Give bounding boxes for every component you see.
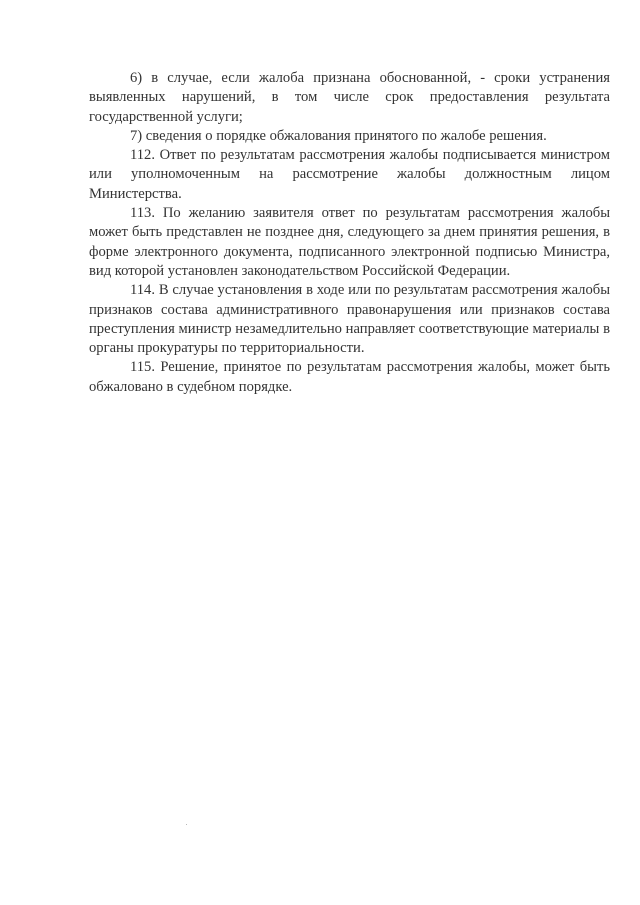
paragraph-item-7: 7) сведения о порядке обжалования принятого по жалобе решения. — [130, 127, 547, 144]
paragraph-115: 115. Решение, принятое по результатам рассмотрения жалобы, может быть обжаловано в судебном порядке. — [89, 359, 610, 395]
document-body — [89, 69, 610, 397]
scan-speck — [186, 824, 187, 825]
paragraph-113: 113. По желанию заявителя ответ по результатам рассмотрения жалобы может быть представлен не позднее дня, следующего за днем принятия решения, в форме электронного документа, подписанного электронной подписью Министра, вид которой установлен законодательством Российской Федерации. — [89, 205, 610, 279]
paragraph-112: 112. Ответ по результатам рассмотрения жалобы подписывается министром или уполномоченным на рассмотрение жалобы должностным лицом Министерства. — [89, 147, 610, 202]
paragraph-114: 114. В случае установления в ходе или по результатам рассмотрения жалобы признаков состава административного правонарушения или признаков состава преступления министр незамедлительно направляет соответствующие материалы в органы прокуратуры по территориальности. — [89, 282, 610, 357]
paragraph-item-6: 6) в случае, если жалоба признана обоснованной, - сроки устранения выявленных нарушений, в том числе срок предоставления результата государственной услуги; — [89, 70, 610, 125]
